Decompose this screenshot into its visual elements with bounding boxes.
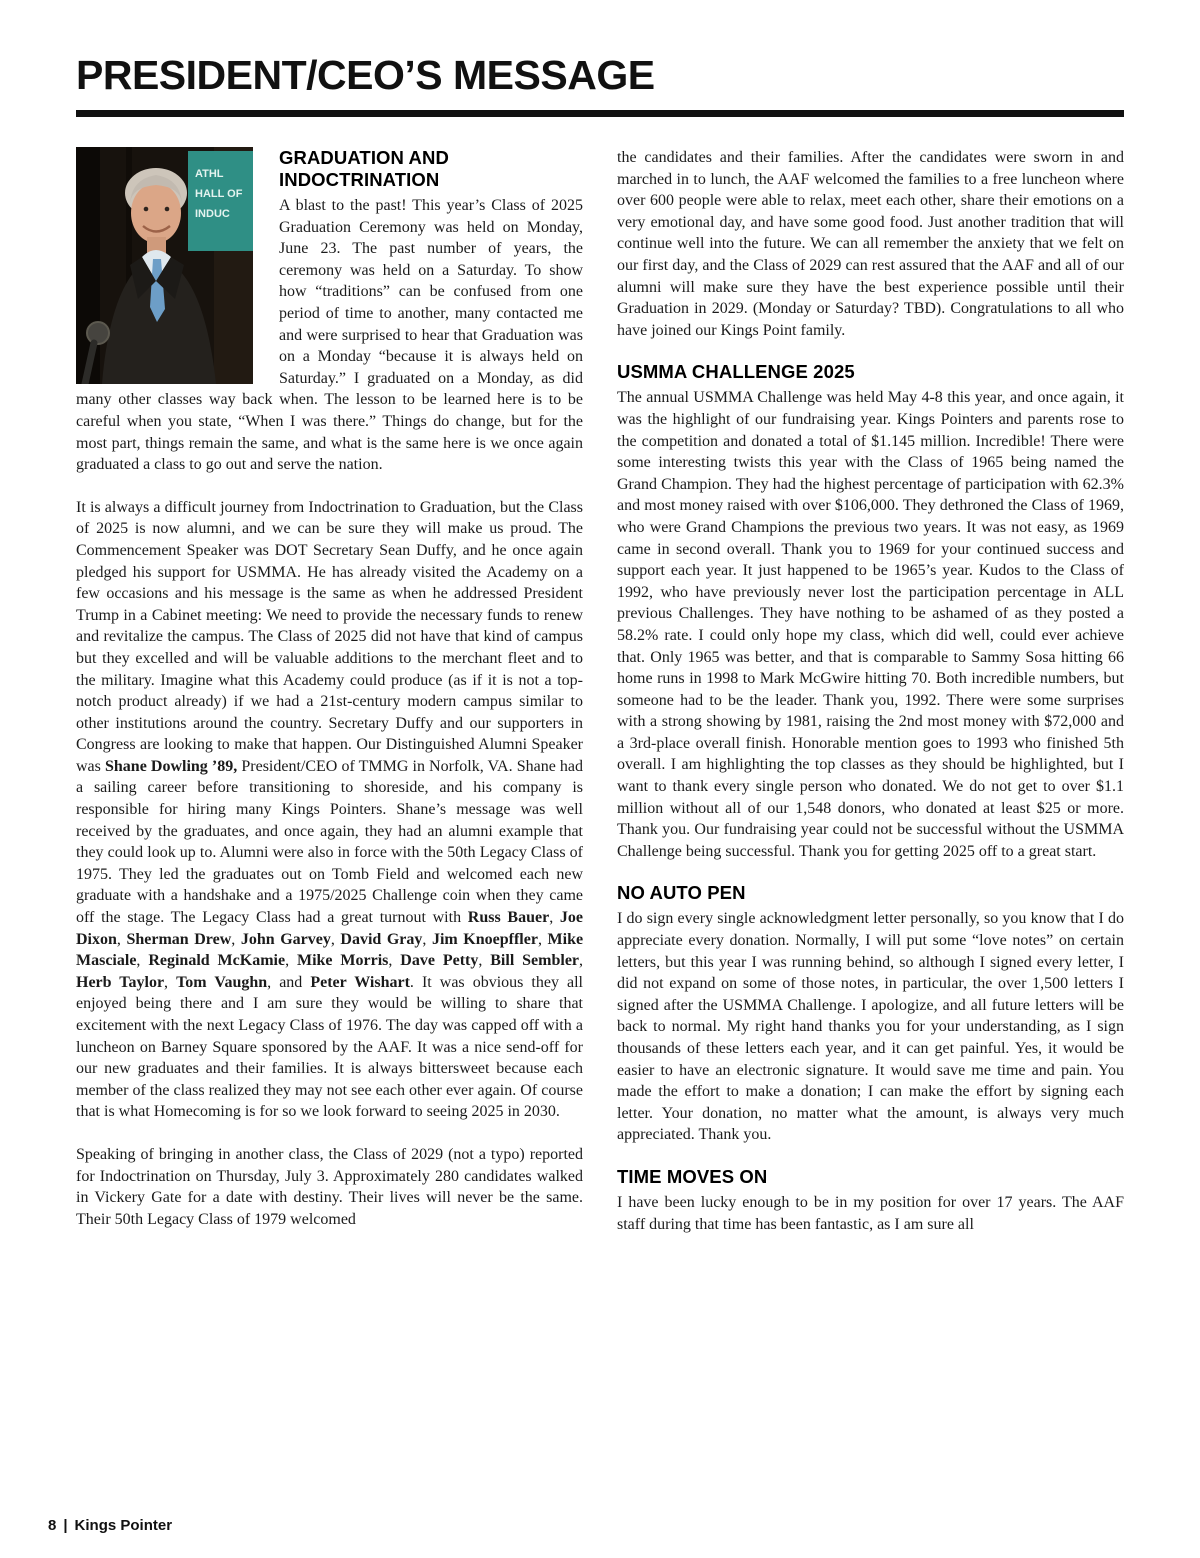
section-heading: NO AUTO PEN — [617, 882, 746, 904]
section-heading: USMMA CHALLENGE 2025 — [617, 361, 855, 383]
section-heading: GRADUATION AND INDOCTRINATION — [279, 147, 449, 191]
page-title: PRESIDENT/CEO’S MESSAGE — [76, 52, 655, 98]
svg-text:HALL OF: HALL OF — [195, 188, 243, 201]
president-photo — [76, 147, 253, 384]
portrait-illustration — [76, 147, 253, 384]
article-columns — [76, 147, 1124, 1235]
svg-text:INDUC: INDUC — [195, 208, 230, 221]
body-paragraph: I have been lucky enough to be in my position for over 17 years. The AAF staff during that time has been fantastic, as I am sure all — [617, 1193, 1124, 1233]
right-column — [617, 147, 1124, 1235]
body-paragraph: Speaking of bringing in another class, the Class of 2029 (not a typo) reported for Indoctrination on Thursday, July 3. Approximately 280 candidates walked in Vickery Gate for a date with destiny. Their lives will never be the same. Their 50th Legacy Class of 1979 welcomed — [76, 1145, 583, 1228]
title-rule — [76, 110, 1124, 117]
page-footer — [48, 1517, 172, 1534]
body-paragraph: the candidates and their families. After the candidates were sworn in and marched in to lunch, the AAF welcomed the families to a free luncheon where over 600 people were able to relax, meet each other, share their emotions on a very emotional day, and have some good food. Just another tradition that will continue well into the future. We can all remember the anxiety that we felt on our first day, and the Class of 2029 can rest assured that the AAF and all of our alumni will make sure they have the best experience possible until their Graduation in 2029. (Monday or Saturday? TBD). Congratulations to all who have joined our Kings Point family. — [617, 149, 1124, 339]
svg-text:ATHL: ATHL — [195, 168, 224, 181]
body-paragraph: A blast to the past! This year’s Class of 2025 Graduation Ceremony was held on Monday, June 23. The past number of years, the ceremony was held on a Saturday. To show how “traditions” can be confused from one period of time to another, many contacted me and were surprised to hear that Graduation was on a Monday “because it is always held on Saturday.” I graduated on a Monday, as did many other classes way back when. The lesson to be learned here is to be careful when you state, “When I was there.” Things do change, but for the most part, things remain the same, and what is the same here is we once again graduated a class to go out and serve the nation. — [76, 197, 583, 474]
footer-page-number: 8 — [48, 1517, 57, 1534]
body-paragraph: The annual USMMA Challenge was held May 4-8 this year, and once again, it was the highlight of our fundraising year. Kings Pointers and parents rose to the competition and donated a total of $1.145 million. Incredible! There were some interesting twists this year with the Class of 1965 being named the Grand Champion. They had the highest percentage of participation with 62.3% and most money raised with over $106,000. They dethroned the Class of 1969, who were Grand Champions the previous two years. It was not easy, as 1969 came in second overall. Thank you to 1969 for your continued success and support each year. It just happened to be 1965’s year. Kudos to the Class of 1992, who have previously never lost the participation percentage in ALL previous Challenges. They have nothing to be ashamed of as they posted a 58.2% rate. I could only hope my class, which did well, could ever achieve that. Only 1965 was better, and that is comparable to Sammy Sosa hitting 66 home runs in 1998 to Mark McGwire hitting 70. Both incredible numbers, but someone had to be the leader. Thank you, 1992. There were some surprises with a strong showing by 1981, raising the 2nd most money with $72,000 and a 3rd-place overall finish. Honorable mention goes to 1993 who finished 5th overall. I am highlighting the top classes as they should be highlighted, but I want to thank every single person who donated. We do not get to over $1.1 million without all of our 1,548 donors, who donated at least $25 or more. Thank you. Our fundraising year could not be successful without the USMMA Challenge being successful. Thank you for getting 2025 off to a great start. — [617, 389, 1124, 860]
footer-separator: | — [63, 1517, 68, 1534]
section-heading: TIME MOVES ON — [617, 1165, 768, 1187]
left-column — [76, 147, 583, 1235]
page-header — [76, 54, 1124, 117]
footer-publication: Kings Pointer — [74, 1517, 173, 1534]
body-paragraph: I do sign every single acknowledgment letter personally, so you know that I do appreciate every donation. Normally, I will put some “love notes” on certain letters, but this year I was running behind, so although I signed every letter, I did not expand on some of those notes, in particular, the over 1,500 letters I signed after the USMMA Challenge. I apologize, and all future letters will be back to normal. My right hand thanks you for your understanding, as I sign thousands of these letters each year, and it can get painful. Yes, it would be easier to have an electronic signature. It would save me time and pain. You made the effort to make a donation; I can make the effort by signing each letter. Your donation, no matter what the amount, is always very much appreciated. Thank you. — [617, 910, 1124, 1144]
hall-of-fame-sign — [188, 151, 253, 251]
body-paragraph: It is always a difficult journey from Indoctrination to Graduation, but the Class of 2025 is now alumni, and we can be sure they will make us proud. The Commencement Speaker was DOT Secretary Sean Duffy, and he once again pledged his support for USMMA. He has already visited the Academy on a few occasions and his message is the same as when he addressed President Trump in a Cabinet meeting: We need to provide the necessary funds to renew and revitalize the campus. The Class of 2025 did not have that kind of campus but they excelled and will be valuable additions to the merchant fleet and to the military. Imagine what this Academy could produce (as if it is not a top-notch product already) if we had a 21st-century modern campus similar to other institutions around the country. Secretary Duffy and our supporters in Congress are looking to make that happen. Our Distinguished Alumni Speaker was Shane Dowling ’89, President/CEO of TMMG in Norfolk, VA. Shane had a sailing career before transitioning to shoreside, and his company is responsible for hiring many Kings Pointers. Shane’s message was well received by the graduates, and once again, they had an alumni example that they could look up to. Alumni were also in force with the 50th Legacy Class of 1975. They led the graduates out on Tomb Field and welcomed each new graduate with a handshake and a 1975/2025 Challenge coin when they came off the stage. The Legacy Class had a great turnout with Russ Bauer, Joe Dixon, Sherman Drew, John Garvey, David Gray, Jim Knoepffler, Mike Masciale, Reginald McKamie, Mike Morris, Dave Petty, Bill Sembler, Herb Taylor, Tom Vaughn, and Peter Wishart. It was obvious they all enjoyed being there and I am sure they would be willing to share that excitement with the next Legacy Class of 1976. The day was capped off with a luncheon on Barney Square sponsored by the AAF. It was a nice send-off for our new graduates and their families. It is always bittersweet because each member of the class realized they may not see each other ever again. Of course that is what Homecoming is for so we look forward to seeing 2025 in 2030. — [76, 498, 584, 1121]
